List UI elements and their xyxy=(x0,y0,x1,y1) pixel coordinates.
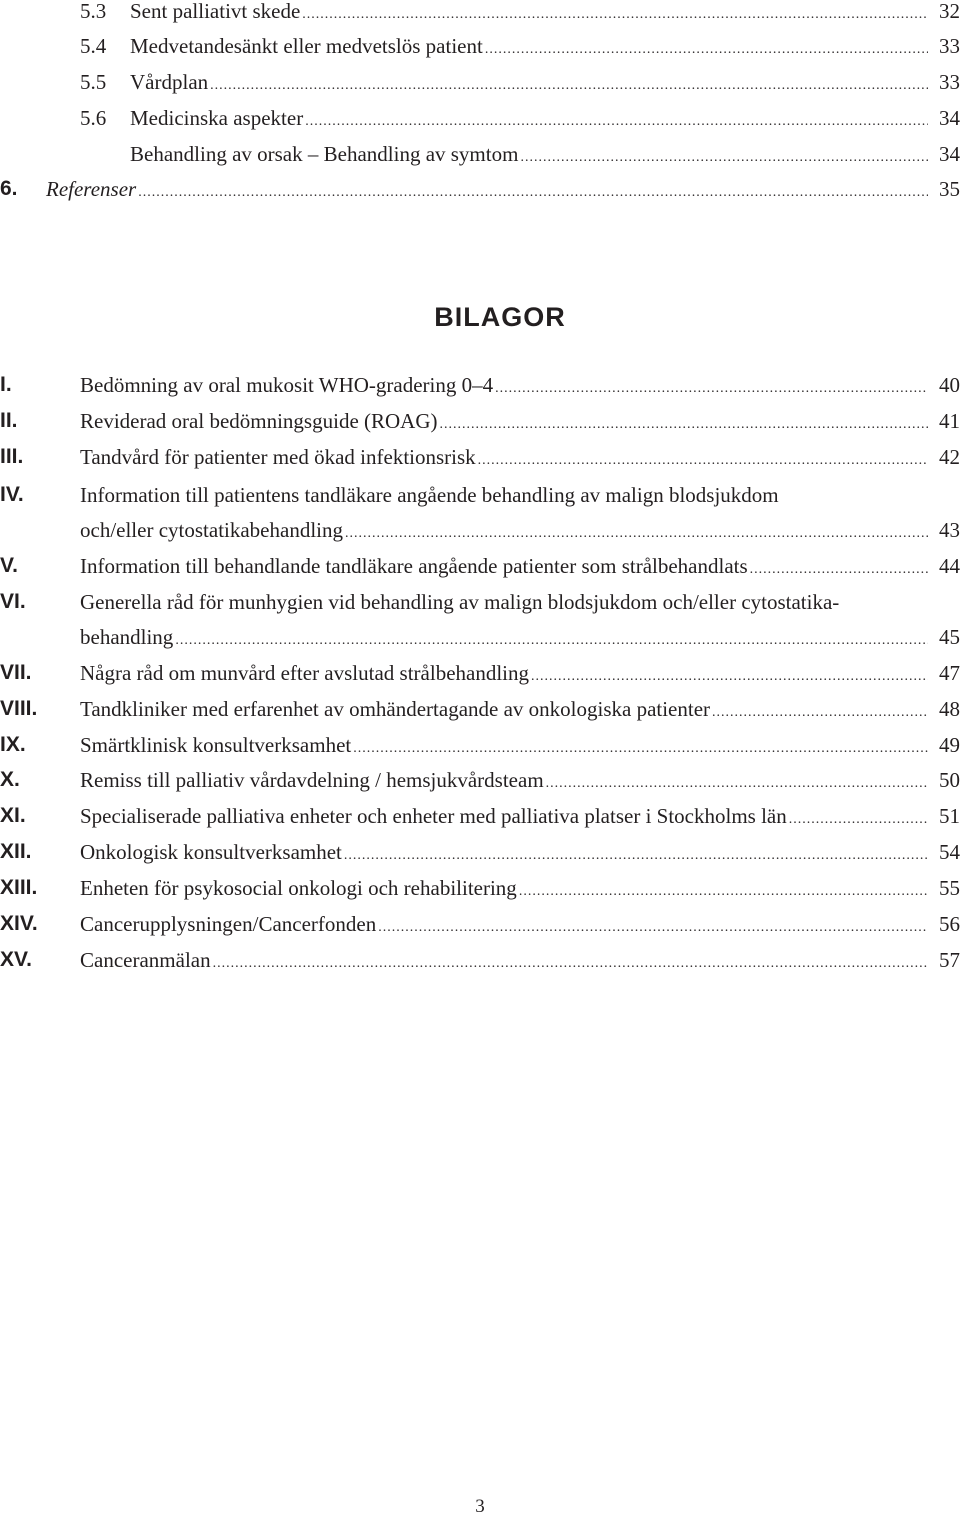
appendix-title: Canceranmälan xyxy=(80,948,211,972)
appendix-title: Enheten för psykosocial onkologi och rehabilitering xyxy=(80,876,517,900)
toc-entry-5-4[interactable] xyxy=(130,31,960,61)
leader-dots xyxy=(138,178,928,208)
appendix-page: 40 xyxy=(939,373,960,397)
leader-dots xyxy=(302,0,928,30)
appendix-entry-9[interactable] xyxy=(80,730,960,760)
toc-page: 32 xyxy=(939,0,960,23)
toc-title: Medvetandesänkt eller medvetslös patient xyxy=(130,34,483,58)
appendix-title: Reviderad oral bedömningsguide (ROAG) xyxy=(80,409,438,433)
toc-title: Behandling av orsak – Behandling av symtom xyxy=(130,142,519,166)
toc-title: Referenser xyxy=(46,177,137,201)
toc-number: 5.3 xyxy=(80,0,107,23)
appendix-number: VIII. xyxy=(0,697,38,720)
leader-dots xyxy=(440,410,928,440)
leader-dots xyxy=(712,698,928,728)
appendix-entry-3[interactable] xyxy=(80,442,960,472)
appendix-page: 45 xyxy=(939,625,960,649)
appendix-title: Remiss till palliativ vårdavdelning / hemsjukvårdsteam xyxy=(80,768,544,792)
toc-entry-referenser[interactable] xyxy=(46,174,960,204)
appendix-entry-1[interactable] xyxy=(80,370,960,400)
toc-title: Sent palliativt skede xyxy=(130,0,301,23)
page-number: 3 xyxy=(475,1496,485,1517)
toc-entry-behandling[interactable] xyxy=(130,139,960,169)
appendix-title-cont: behandling xyxy=(80,625,174,649)
toc-number: 5.6 xyxy=(80,106,107,130)
appendix-number: VI. xyxy=(0,590,26,613)
appendix-entry-12[interactable] xyxy=(80,837,960,867)
appendix-page: 56 xyxy=(939,912,960,936)
appendix-title: Några råd om munvård efter avslutad strålbehandling xyxy=(80,661,530,685)
appendix-number: X. xyxy=(0,768,20,791)
appendix-number: XI. xyxy=(0,804,26,827)
leader-dots xyxy=(531,662,928,692)
appendix-entry-2[interactable] xyxy=(80,406,960,436)
appendix-number: IX. xyxy=(0,733,26,756)
appendix-page: 51 xyxy=(939,804,960,828)
appendix-number: VII. xyxy=(0,661,32,684)
appendix-title-cont: och/eller cytostatikabehandling xyxy=(80,518,343,542)
appendix-entry-15[interactable] xyxy=(80,945,960,975)
appendix-page: 49 xyxy=(939,733,960,757)
toc-page: 34 xyxy=(939,142,960,166)
appendix-page: 50 xyxy=(939,768,960,792)
appendix-number: XIII. xyxy=(0,876,38,899)
appendix-title: Information till behandlande tandläkare angående patienter som strålbehandlats xyxy=(80,554,748,578)
appendix-title: Onkologisk konsultverksamhet xyxy=(80,840,342,864)
toc-entry-5-3[interactable] xyxy=(130,0,960,26)
leader-dots xyxy=(789,805,928,835)
appendix-page: 55 xyxy=(939,876,960,900)
toc-number: 6. xyxy=(0,177,18,200)
leader-dots xyxy=(750,555,928,585)
appendix-entry-13[interactable] xyxy=(80,873,960,903)
appendix-number: V. xyxy=(0,554,18,577)
leader-dots xyxy=(495,374,928,404)
leader-dots xyxy=(213,949,928,979)
leader-dots xyxy=(353,734,928,764)
appendix-title[interactable]: Information till patientens tandläkare angående behandling av malign blodsjukdom xyxy=(80,483,779,507)
toc-title: Medicinska aspekter xyxy=(130,106,304,130)
appendix-title: Tandkliniker med erfarenhet av omhändertagande av onkologiska patienter xyxy=(80,697,711,721)
appendix-number: III. xyxy=(0,445,24,468)
bilagor-heading: BILAGOR xyxy=(434,302,566,332)
appendix-entry-10[interactable] xyxy=(80,765,960,795)
appendix-entry-8[interactable] xyxy=(80,694,960,724)
leader-dots xyxy=(345,519,928,549)
appendix-page: 44 xyxy=(939,554,960,578)
leader-dots xyxy=(519,877,928,907)
appendix-number: XV. xyxy=(0,948,32,971)
leader-dots xyxy=(478,446,928,476)
appendix-page: 48 xyxy=(939,697,960,721)
appendix-entry-7[interactable] xyxy=(80,658,960,688)
appendix-page: 41 xyxy=(939,409,960,433)
appendix-number: IV. xyxy=(0,483,24,506)
leader-dots xyxy=(305,107,928,137)
appendix-entry-4[interactable] xyxy=(80,515,960,545)
leader-dots xyxy=(520,143,928,173)
appendix-title[interactable]: Generella råd för munhygien vid behandling av malign blodsjukdom och/eller cytostatika- xyxy=(80,590,840,614)
toc-page: 34 xyxy=(939,106,960,130)
leader-dots xyxy=(210,71,928,101)
appendix-number: XII. xyxy=(0,840,32,863)
appendix-entry-5[interactable] xyxy=(80,551,960,581)
appendix-entry-6[interactable] xyxy=(80,622,960,652)
appendix-title: Cancerupplysningen/Cancerfonden xyxy=(80,912,377,936)
toc-page: 33 xyxy=(939,34,960,58)
appendix-entry-14[interactable] xyxy=(80,909,960,939)
toc-number: 5.5 xyxy=(80,70,107,94)
appendix-number: I. xyxy=(0,373,12,396)
appendix-entry-11[interactable] xyxy=(80,801,960,831)
appendix-title: Specialiserade palliativa enheter och enheter med palliativa platser i Stockholms län xyxy=(80,804,787,828)
appendix-number: II. xyxy=(0,409,18,432)
appendix-page: 57 xyxy=(939,948,960,972)
toc-page: 33 xyxy=(939,70,960,94)
toc-entry-5-6[interactable] xyxy=(130,103,960,133)
leader-dots xyxy=(546,769,928,799)
leader-dots xyxy=(378,913,928,943)
appendix-page: 54 xyxy=(939,840,960,864)
toc-entry-5-5[interactable] xyxy=(130,67,960,97)
appendix-title: Bedömning av oral mukosit WHO-gradering 0–4 xyxy=(80,373,494,397)
appendix-title: Tandvård för patienter med ökad infektionsrisk xyxy=(80,445,476,469)
leader-dots xyxy=(485,35,928,65)
leader-dots xyxy=(175,626,928,656)
appendix-page: 43 xyxy=(939,518,960,542)
leader-dots xyxy=(344,841,928,871)
appendix-page: 42 xyxy=(939,445,960,469)
appendix-page: 47 xyxy=(939,661,960,685)
toc-number: 5.4 xyxy=(80,34,107,58)
toc-title: Vårdplan xyxy=(130,70,209,94)
appendix-title: Smärtklinisk konsultverksamhet xyxy=(80,733,352,757)
appendix-number: XIV. xyxy=(0,912,38,935)
toc-page: 35 xyxy=(939,177,960,201)
